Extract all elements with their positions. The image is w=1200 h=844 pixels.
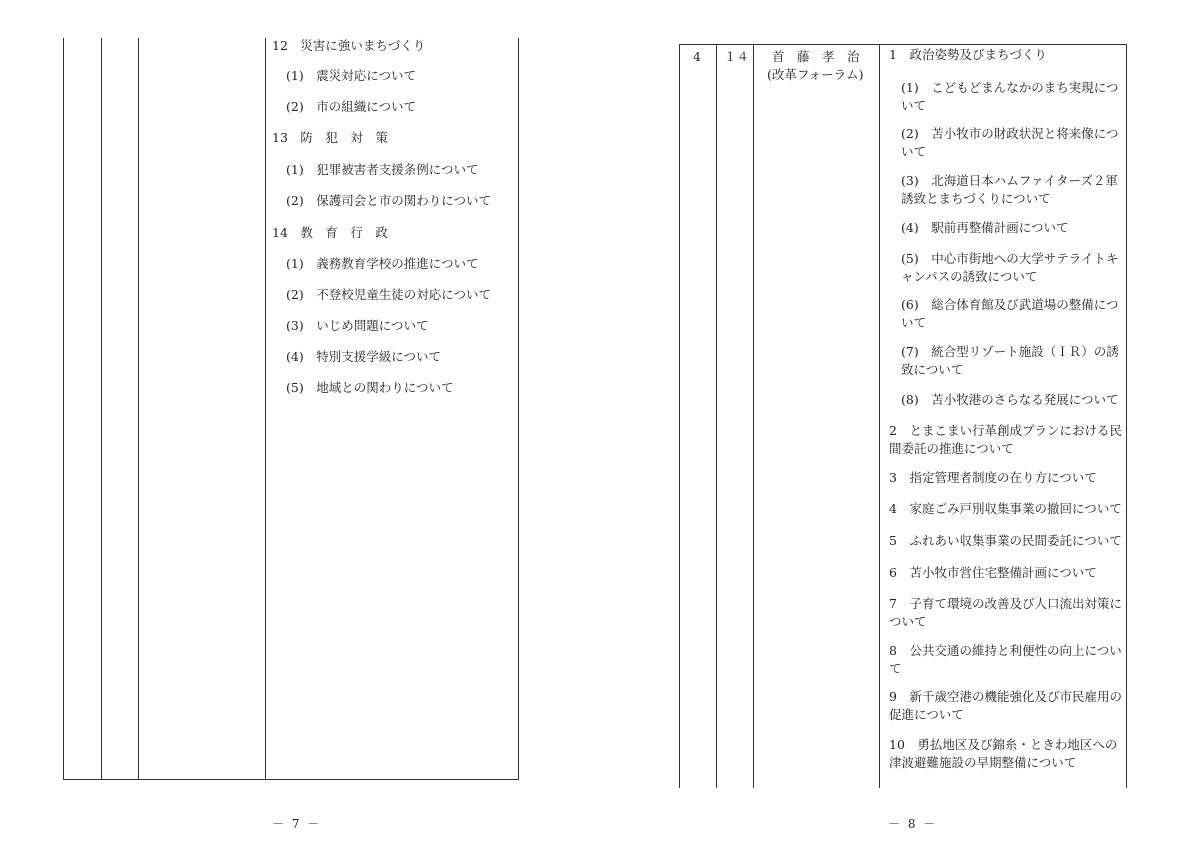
subtopic-item: (2) 苫小牧市の財政状況と将来像について <box>901 126 1119 159</box>
order-number: 4 <box>693 49 701 64</box>
subtopic-item: (2) 不登校児童生徒の対応について <box>286 287 491 302</box>
topic-heading: 13 防 犯 対 策 <box>272 130 388 145</box>
column-divider <box>265 38 266 780</box>
table-border-bottom <box>63 779 519 780</box>
member-faction: (改革フォーラム) <box>767 67 864 82</box>
subtopic-item: (3) いじめ問題について <box>286 318 429 333</box>
subtopic-item: (4) 駅前再整備計画について <box>901 220 1069 235</box>
seat-number: １４ <box>724 49 750 64</box>
subtopic-item: (4) 特別支援学級について <box>286 349 441 364</box>
table-border-top <box>679 44 1127 45</box>
table-border-left <box>63 38 64 780</box>
topic-heading: 9 新千歳空港の機能強化及び市民雇用の促進について <box>889 689 1122 722</box>
table-border-left <box>679 44 680 788</box>
right-page <box>600 0 1200 844</box>
topic-heading: 5 ふれあい収集事業の民間委託について <box>889 533 1122 548</box>
column-divider <box>879 44 880 788</box>
subtopic-item: (1) こどもどまんなかのまち実現について <box>901 80 1119 113</box>
question-table-left <box>63 38 519 780</box>
topic-heading: 3 指定管理者制度の在り方について <box>889 470 1097 485</box>
page-number: － 7 － <box>272 817 322 831</box>
page-number: － 8 － <box>888 817 938 831</box>
member-name: 首 藤 孝 治 <box>772 49 860 64</box>
subtopic-item: (1) 義務教育学校の推進について <box>286 256 479 271</box>
topic-heading: 10 勇払地区及び錦糸・ときわ地区への津波避難施設の早期整備について <box>889 737 1118 770</box>
left-page <box>0 0 590 844</box>
subtopic-item: (2) 市の組織について <box>286 99 416 114</box>
subtopic-item: (6) 総合体育館及び武道場の整備について <box>901 297 1119 330</box>
table-border-right <box>518 38 519 780</box>
topic-heading: 8 公共交通の維持と利便性の向上について <box>889 643 1122 676</box>
subtopic-item: (8) 苫小牧港のさらなる発展について <box>901 392 1119 407</box>
subtopic-item: (7) 統合型リゾート施設（ＩＲ）の誘致について <box>901 344 1119 377</box>
column-divider <box>138 38 139 780</box>
topic-heading: 12 災害に強いまちづくり <box>272 38 426 53</box>
column-divider <box>753 44 754 788</box>
column-divider <box>716 44 717 788</box>
subtopic-item: (1) 犯罪被害者支援条例について <box>286 162 479 177</box>
topic-heading: 7 子育て環境の改善及び人口流出対策について <box>889 596 1122 629</box>
subtopic-item: (2) 保護司会と市の関わりについて <box>286 193 491 208</box>
topic-heading: 4 家庭ごみ戸別収集事業の撤回について <box>889 501 1122 516</box>
subtopic-item: (3) 北海道日本ハムファイターズ２軍誘致とまちづくりについて <box>901 173 1118 206</box>
subtopic-item: (5) 中心市街地への大学サテライトキャンパスの誘致について <box>901 251 1119 284</box>
column-divider <box>101 38 102 780</box>
topic-heading: 6 苫小牧市営住宅整備計画について <box>889 565 1097 580</box>
topic-heading: 14 教 育 行 政 <box>272 225 388 240</box>
topic-heading: 2 とまこまい行革創成プランにおける民間委託の推進について <box>889 423 1122 456</box>
topic-heading: 1 政治姿勢及びまちづくり <box>889 47 1047 62</box>
subtopic-item: (1) 震災対応について <box>286 68 416 83</box>
subtopic-item: (5) 地域との関わりについて <box>286 380 454 395</box>
